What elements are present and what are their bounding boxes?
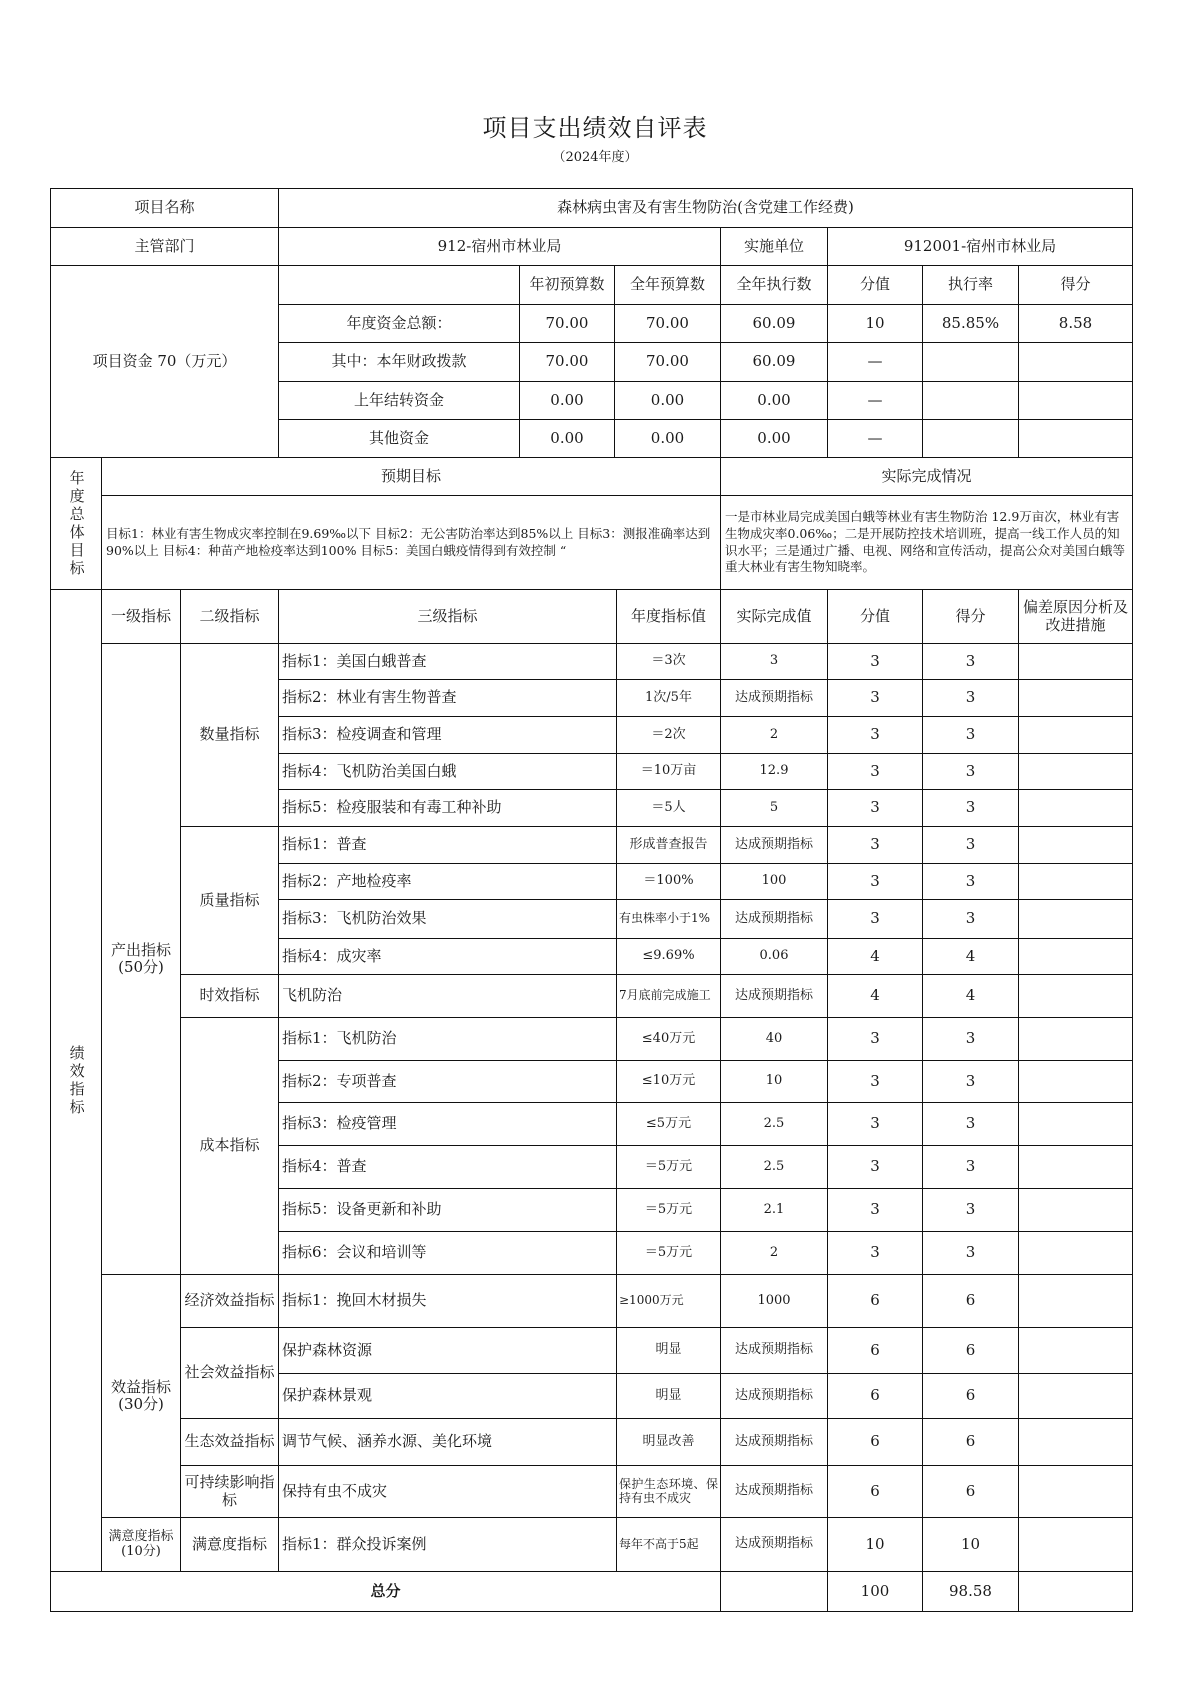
funding-header-execution-rate: 执行率 [922,265,1019,305]
indicators-side-label: 绩效指标 [50,589,102,1572]
score: 3 [922,863,1019,900]
actual-value: 达成预期指标 [720,1465,828,1518]
funding-executed: 0.00 [720,419,828,458]
total-note [1018,1571,1133,1612]
actual-value: 3 [720,643,828,680]
funding-initial: 0.00 [519,419,615,458]
level3-indicator: 指标5：设备更新和补助 [278,1188,617,1232]
annual-target-value: ＝100% [616,863,721,900]
score: 3 [922,826,1019,864]
deviation-analysis [1018,679,1133,717]
level2-indicator: 可持续影响指标 [180,1465,279,1518]
level3-indicator: 指标3：检疫调查和管理 [278,716,617,754]
level2-indicator: 社会效益指标 [180,1327,279,1419]
funding-score-value: — [827,381,923,420]
annual-target-value: ＝3次 [616,643,721,680]
score-value: 3 [827,1145,923,1189]
score: 3 [922,716,1019,754]
score-value: 3 [827,826,923,864]
total-label: 总分 [50,1571,721,1612]
score-value: 10 [827,1517,923,1572]
indicator-header-score: 得分 [922,589,1019,644]
funding-rate [922,342,1019,382]
score-value: 3 [827,1017,923,1061]
annual-target-value: ＝5万元 [616,1188,721,1232]
level3-indicator: 指标4：普查 [278,1145,617,1189]
actual-value: 12.9 [720,753,828,790]
score: 3 [922,1102,1019,1146]
annual-target-value: ≤40万元 [616,1017,721,1061]
deviation-analysis [1018,974,1133,1018]
score-value: 4 [827,938,923,975]
score-value: 3 [827,863,923,900]
funding-score-value: — [827,419,923,458]
total-score-value: 100 [827,1571,923,1612]
expected-goals-header: 预期目标 [101,457,721,496]
level3-indicator: 指标1：挽回木材损失 [278,1274,617,1328]
actual-value: 达成预期指标 [720,679,828,717]
actual-value: 40 [720,1017,828,1061]
funding-rate [922,419,1019,458]
funding-executed: 60.09 [720,342,828,382]
level3-indicator: 保护森林景观 [278,1373,617,1419]
deviation-analysis [1018,1517,1133,1572]
score-value: 6 [827,1465,923,1518]
annual-target-value: 1次/5年 [616,679,721,717]
level1-indicator: 效益指标(30分) [101,1274,181,1518]
indicator-header-actual-value: 实际完成值 [720,589,828,644]
deviation-analysis [1018,1145,1133,1189]
actual-value: 达成预期指标 [720,1418,828,1466]
deviation-analysis [1018,938,1133,975]
funding-header-score-value: 分值 [827,265,923,305]
level1-indicator: 满意度指标(10分) [101,1517,181,1572]
funding-header-score: 得分 [1018,265,1133,305]
deviation-analysis [1018,789,1133,827]
annual-target-value: 明显 [616,1373,721,1419]
level3-indicator: 指标3：飞机防治效果 [278,899,617,939]
actual-value: 达成预期指标 [720,899,828,939]
funding-executed: 0.00 [720,381,828,420]
actual-value: 2.5 [720,1102,828,1146]
deviation-analysis [1018,1327,1133,1374]
score: 6 [922,1274,1019,1328]
funding-row-label: 其中：本年财政拨款 [278,342,520,382]
annual-target-value: ≤9.69% [616,938,721,975]
deviation-analysis [1018,753,1133,790]
funding-header-initial-budget: 年初预算数 [519,265,615,305]
actual-goals-header: 实际完成情况 [720,457,1133,496]
funding-header-annual-budget: 全年预算数 [614,265,721,305]
actual-value: 0.06 [720,938,828,975]
actual-value: 达成预期指标 [720,826,828,864]
score: 4 [922,974,1019,1018]
funding-annual: 0.00 [614,381,721,420]
level3-indicator: 指标1：普查 [278,826,617,864]
annual-target-value: 保护生态环境、保持有虫不成灾 [616,1465,721,1518]
score: 3 [922,789,1019,827]
indicator-header-deviation-analysis: 偏差原因分析及改进措施 [1018,589,1133,644]
level3-indicator: 指标4：飞机防治美国白蛾 [278,753,617,790]
score: 6 [922,1373,1019,1419]
level3-indicator: 保持有虫不成灾 [278,1465,617,1518]
level3-indicator: 指标1：群众投诉案例 [278,1517,617,1572]
funding-initial: 70.00 [519,342,615,382]
page-subtitle: （2024年度） [552,150,638,165]
annual-target-value: 明显 [616,1327,721,1374]
actual-value: 达成预期指标 [720,974,828,1018]
goals-side-label: 年度总体目标 [50,457,102,590]
annual-target-value: ≤10万元 [616,1060,721,1103]
annual-target-value: ＝5万元 [616,1145,721,1189]
deviation-analysis [1018,1188,1133,1232]
funding-initial: 70.00 [519,304,615,343]
indicator-header-level1: 一级指标 [101,589,181,644]
annual-target-value: ≥1000万元 [616,1274,721,1328]
level2-indicator: 生态效益指标 [180,1418,279,1466]
deviation-analysis [1018,826,1133,864]
level3-indicator: 指标3：检疫管理 [278,1102,617,1146]
deviation-analysis [1018,1465,1133,1518]
actual-value: 100 [720,863,828,900]
total-score: 98.58 [922,1571,1019,1612]
unit-value: 912001-宿州市林业局 [827,227,1133,266]
score-value: 4 [827,974,923,1018]
score-value: 3 [827,899,923,939]
level3-indicator: 指标2：产地检疫率 [278,863,617,900]
level1-indicator: 产出指标(50分) [101,643,181,1275]
actual-value: 2.1 [720,1188,828,1232]
dept-value: 912-宿州市林业局 [278,227,721,266]
level3-indicator: 调节气候、涵养水源、美化环境 [278,1418,617,1466]
indicator-header-score-value: 分值 [827,589,923,644]
level2-indicator: 经济效益指标 [180,1274,279,1328]
score: 6 [922,1327,1019,1374]
deviation-analysis [1018,1373,1133,1419]
score: 3 [922,1060,1019,1103]
funding-score-value: — [827,342,923,382]
indicator-header-level2: 二级指标 [180,589,279,644]
funding-score-value: 10 [827,304,923,343]
annual-target-value: ≤5万元 [616,1102,721,1146]
score-value: 3 [827,679,923,717]
deviation-analysis [1018,1231,1133,1275]
score-value: 3 [827,643,923,680]
score: 3 [922,1017,1019,1061]
annual-target-value: 明显改善 [616,1418,721,1466]
score-value: 3 [827,1231,923,1275]
score: 6 [922,1465,1019,1518]
deviation-analysis [1018,643,1133,680]
funding-row-label: 其他资金 [278,419,520,458]
level3-indicator: 指标2：林业有害生物普查 [278,679,617,717]
actual-value: 达成预期指标 [720,1373,828,1419]
actual-value: 10 [720,1060,828,1103]
score-value: 6 [827,1373,923,1419]
annual-target-value: ＝5万元 [616,1231,721,1275]
score: 3 [922,899,1019,939]
project-name-label: 项目名称 [50,188,279,228]
funding-score [1018,381,1133,420]
annual-target-value: 7月底前完成施工 [616,974,721,1018]
actual-value: 2.5 [720,1145,828,1189]
funding-executed: 60.09 [720,304,828,343]
level3-indicator: 保护森林资源 [278,1327,617,1374]
score-value: 6 [827,1418,923,1466]
deviation-analysis [1018,716,1133,754]
funding-rate [922,381,1019,420]
funding-score [1018,342,1133,382]
level3-indicator: 指标4：成灾率 [278,938,617,975]
deviation-analysis [1018,1060,1133,1103]
annual-target-value: ＝10万亩 [616,753,721,790]
funding-initial: 0.00 [519,381,615,420]
funding-label: 项目资金 70（万元） [50,265,279,458]
funding-header-annual-executed: 全年执行数 [720,265,828,305]
score-value: 6 [827,1327,923,1374]
project-name-value: 森林病虫害及有害生物防治(含党建工作经费) [278,188,1133,228]
level3-indicator: 指标1：飞机防治 [278,1017,617,1061]
funding-score: 8.58 [1018,304,1133,343]
deviation-analysis [1018,1102,1133,1146]
annual-target-value: ＝2次 [616,716,721,754]
funding-score [1018,419,1133,458]
page-title: 项目支出绩效自评表 [482,114,708,142]
funding-annual: 70.00 [614,342,721,382]
annual-target-value: ＝5人 [616,789,721,827]
actual-value: 2 [720,1231,828,1275]
annual-target-value: 有虫株率小于1% [616,899,721,939]
level2-indicator: 满意度指标 [180,1517,279,1572]
level3-indicator: 指标2：专项普查 [278,1060,617,1103]
score: 3 [922,753,1019,790]
score: 3 [922,643,1019,680]
funding-rate: 85.85% [922,304,1019,343]
deviation-analysis [1018,899,1133,939]
level3-indicator: 指标1：美国白蛾普查 [278,643,617,680]
deviation-analysis [1018,863,1133,900]
indicator-header-level3: 三级指标 [278,589,617,644]
score: 3 [922,1231,1019,1275]
level2-indicator: 时效指标 [180,974,279,1018]
deviation-analysis [1018,1274,1133,1328]
score-value: 3 [827,1060,923,1103]
actual-value: 达成预期指标 [720,1327,828,1374]
indicator-header-annual-target: 年度指标值 [616,589,721,644]
level2-indicator: 成本指标 [180,1017,279,1275]
score-value: 3 [827,753,923,790]
score: 3 [922,1188,1019,1232]
dept-label: 主管部门 [50,227,279,266]
score: 3 [922,679,1019,717]
unit-label: 实施单位 [720,227,828,266]
actual-value: 5 [720,789,828,827]
score: 3 [922,1145,1019,1189]
actual-goals-text: 一是市林业局完成美国白蛾等林业有害生物防治 12.9万亩次，林业有害生物成灾率0.06‰；二是开展防控技术培训班，提高一线工作人员的知识水平；三是通过广播、电视、网络和宣传活动，提高公众对美国白蛾等重大林业有害生物知晓率。 [720,495,1133,590]
annual-target-value: 每年不高于5起 [616,1517,721,1572]
funding-row-label: 上年结转资金 [278,381,520,420]
score: 4 [922,938,1019,975]
score-value: 3 [827,1188,923,1232]
funding-row-label: 年度资金总额： [278,304,520,343]
score: 10 [922,1517,1019,1572]
level3-indicator: 指标5：检疫服装和有毒工种补助 [278,789,617,827]
deviation-analysis [1018,1017,1133,1061]
total-blank [720,1571,828,1612]
funding-annual: 0.00 [614,419,721,458]
actual-value: 达成预期指标 [720,1517,828,1572]
level2-indicator: 质量指标 [180,826,279,975]
actual-value: 2 [720,716,828,754]
expected-goals-text: 目标1：林业有害生物成灾率控制在9.69‰以下 目标2：无公害防治率达到85%以上 目标3：测报准确率达到90%以上 目标4：种苗产地检疫率达到100% 目标5：美国白蛾疫情得到有效控制 “ [101,495,721,590]
level2-indicator: 数量指标 [180,643,279,827]
funding-header-blank [278,265,520,305]
funding-annual: 70.00 [614,304,721,343]
score-value: 3 [827,1102,923,1146]
level3-indicator: 指标6：会议和培训等 [278,1231,617,1275]
level3-indicator: 飞机防治 [278,974,617,1018]
actual-value: 1000 [720,1274,828,1328]
score-value: 6 [827,1274,923,1328]
deviation-analysis [1018,1418,1133,1466]
score: 6 [922,1418,1019,1466]
score-value: 3 [827,789,923,827]
annual-target-value: 形成普查报告 [616,826,721,864]
score-value: 3 [827,716,923,754]
